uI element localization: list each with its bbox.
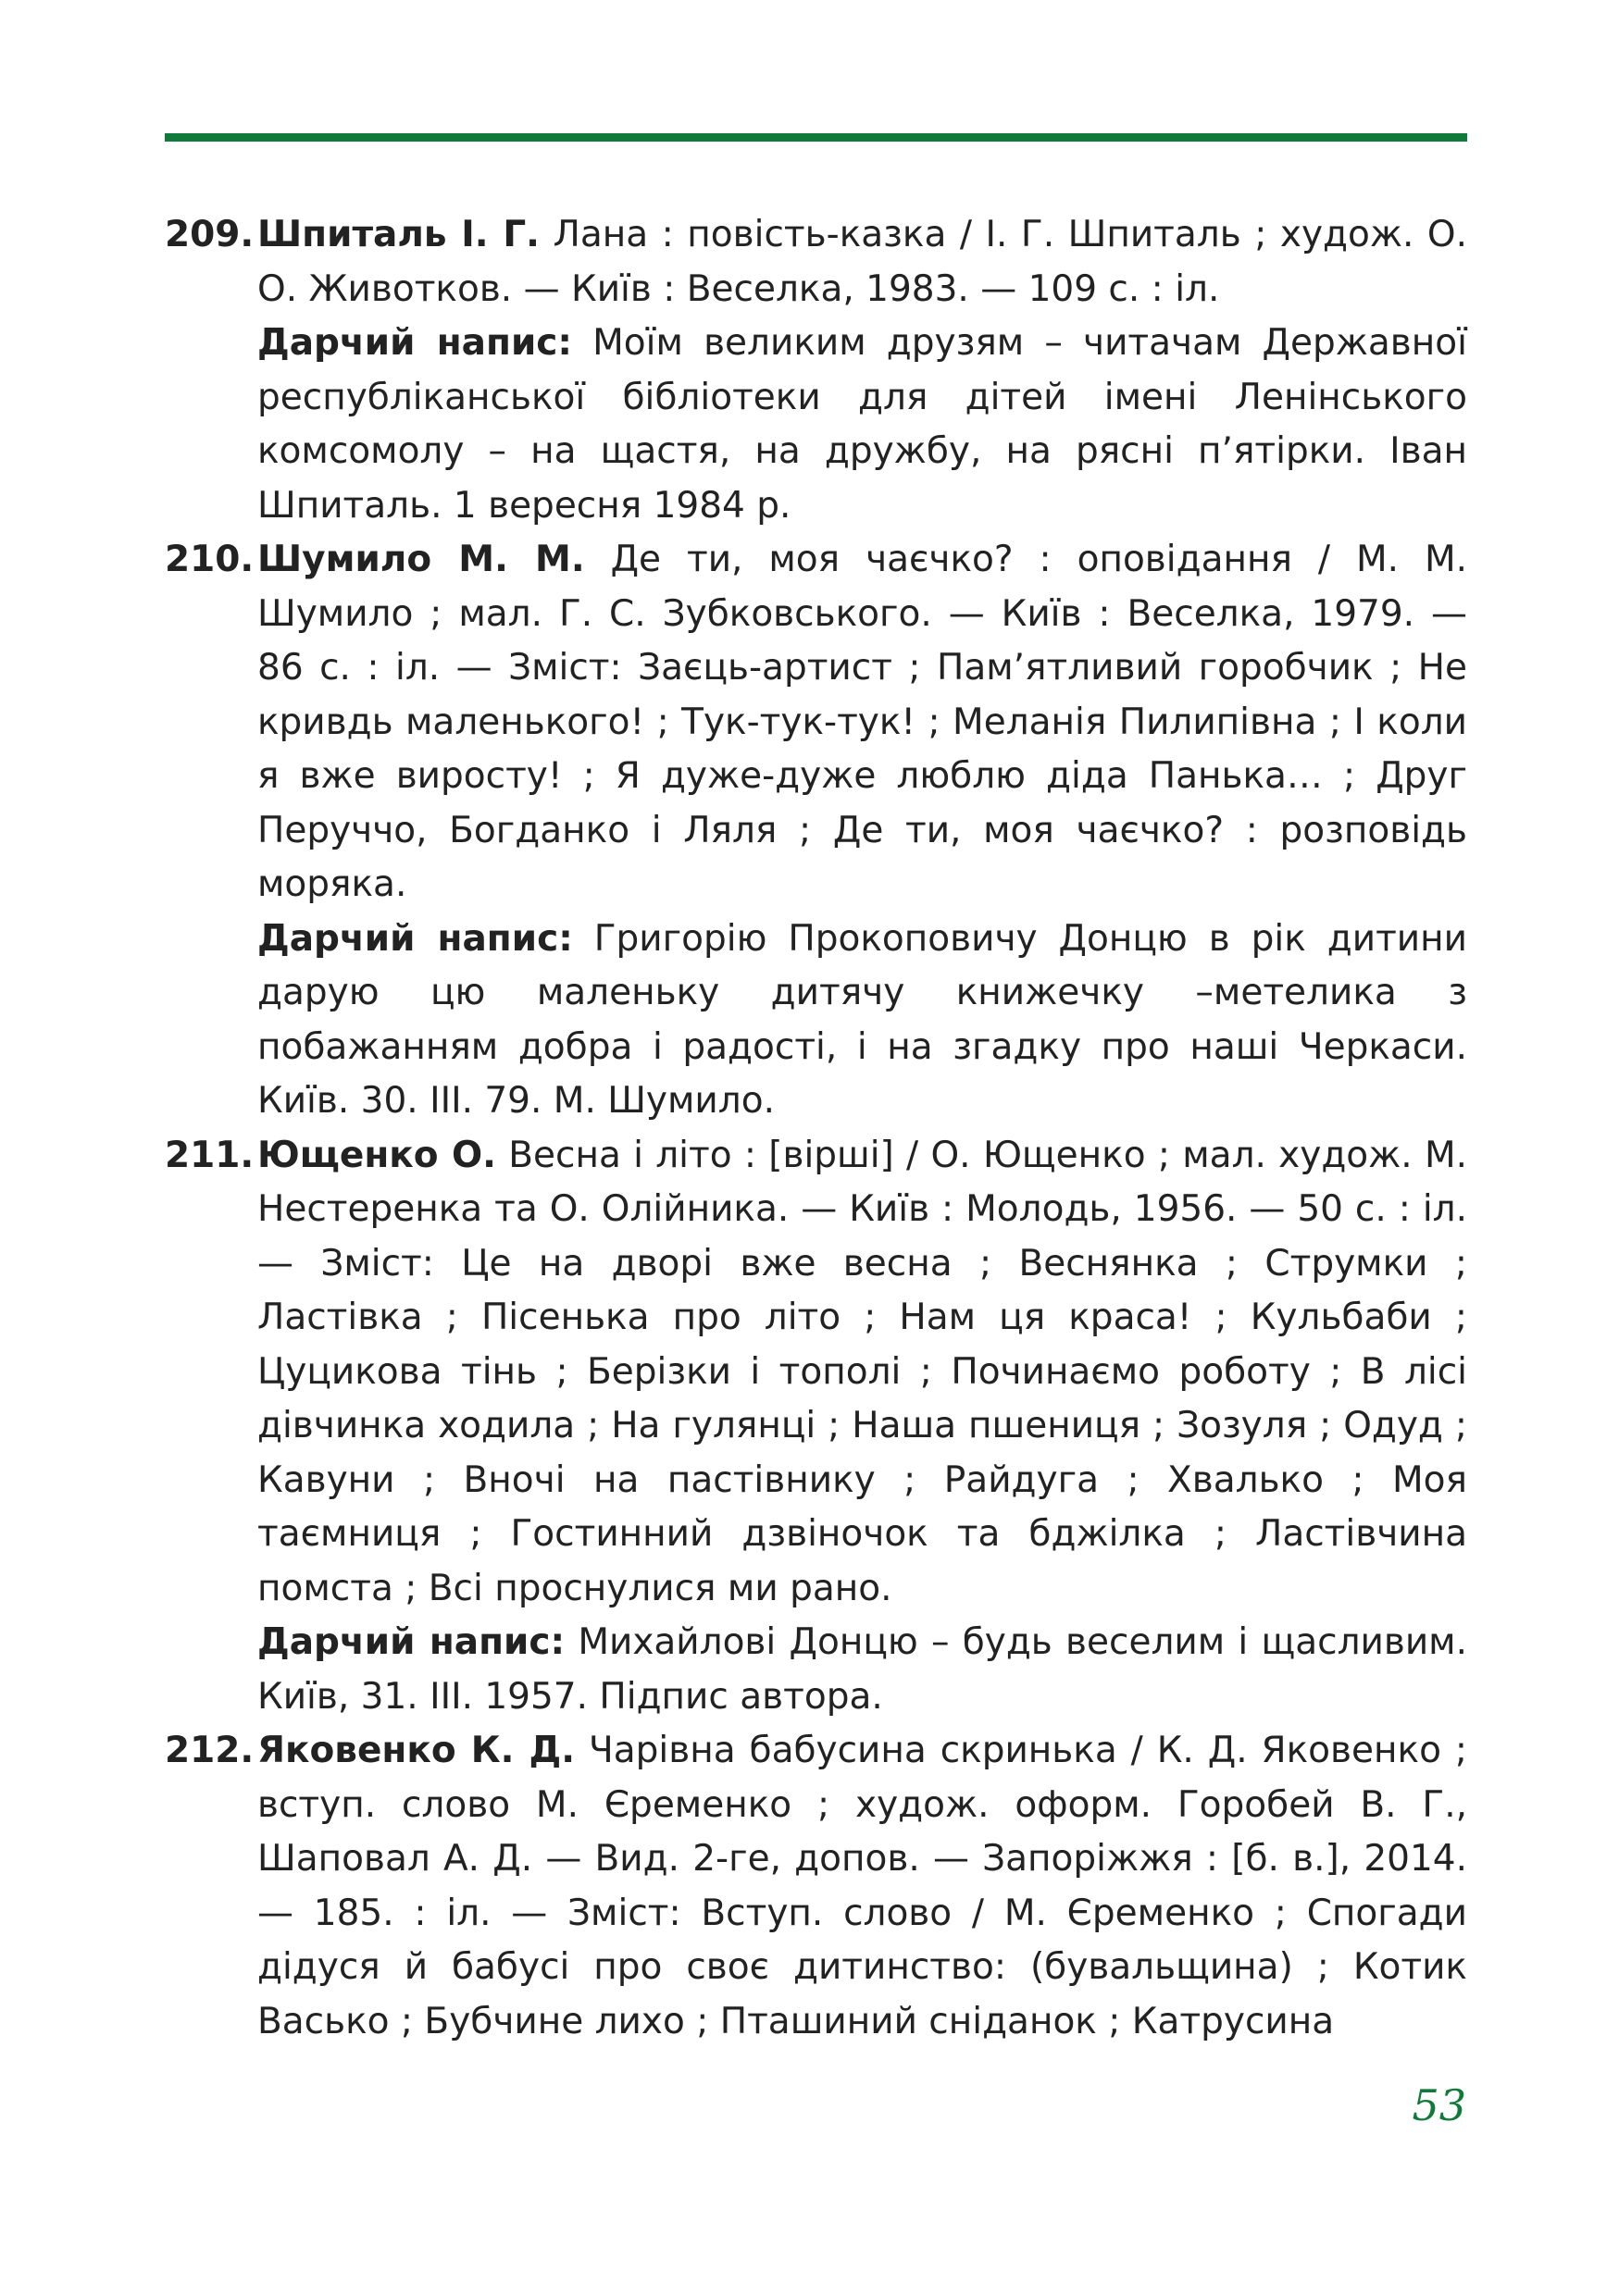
dedication-text: Моїм великим друзям – читачам Державної республіканської бібліотеки для дітей імені Ленінського комсомолу – на щастя, на дружбу, на рясні п’ятірки. Іван Шпиталь. 1 вересня 1984 р. bbox=[257, 322, 1467, 527]
page-number: 53 bbox=[1412, 2080, 1466, 2130]
entry-text: Чарівна бабусина скринька / К. Д. Яковенко ; вступ. слово М. Єременко ; худож. оформ. Горобей В. Г., Шаповал А. Д. — Вид. 2-ге, допов. — Запоріжжя : [б. в.], 2014. — 185. : іл. — Зміст: Вступ. слово / М. Єременко ; Спогади дідуся й бабусі про своє дитинство: (бувальщина) ; Котик Васько ; Бубчине лихо ; Пташиний сніданок ; Катрусина bbox=[257, 1730, 1467, 2042]
entry-author: Шпиталь І. Г. bbox=[257, 214, 540, 255]
entry-author: Ющенко О. bbox=[257, 1134, 496, 1176]
entry-description bbox=[257, 533, 1467, 912]
entry-author: Шумило М. М. bbox=[257, 539, 585, 580]
dedication-text: Михайлові Донцю – будь веселим і щасливим. Київ, 31. ІІІ. 1957. Підпис автора. bbox=[257, 1621, 1467, 1718]
dedication-label: Дарчий напис: bbox=[257, 322, 572, 364]
entry-210 bbox=[165, 533, 1467, 1129]
dedication-text: Григорію Прокоповичу Донцю в рік дитини дарую цю маленьку дитячу книжечку –метелика з побажанням добра і радості, і на згадку про наші Черкаси. Київ. 30. ІІІ. 79. М. Шумило. bbox=[257, 917, 1467, 1122]
entry-description bbox=[257, 1724, 1467, 2049]
top-rule bbox=[165, 133, 1467, 142]
entry-number: 211. bbox=[165, 1134, 255, 1176]
entry-text: Весна і літо : [вірші] / О. Ющенко ; мал. худож. М. Нестеренка та О. Олійника. — Київ : Молодь, 1956. — 50 с. : іл. — Зміст: Це на дворі вже весна ; Веснянка ; Струмки ; Ластівка ; Пісенька про літо ; Нам ця краса! ; Кульбаби ; Цуцикова тінь ; Берізки і тополі ; Починаємо роботу ; В лісі дівчинка ходила ; На гулянці ; Наша пшениця ; Зозуля ; Одуд ; Кавуни ; Вночі на пастівнику ; Райдуга ; Хвалько ; Моя таємниця ; Гостинний дзвіночок та бджілка ; Ластівчина помста ; Всі проснулися ми рано. bbox=[257, 1134, 1467, 1609]
entry-number: 212. bbox=[165, 1730, 255, 1771]
entry-description bbox=[257, 1129, 1467, 1617]
entry-212 bbox=[165, 1724, 1467, 2049]
entry-211 bbox=[165, 1129, 1467, 1725]
bibliography-list bbox=[165, 208, 1467, 2049]
entry-text: Де ти, моя чаєчко? : оповідання / М. М. Шумило ; мал. Г. С. Зубковського. — Київ : Веселка, 1979. — 86 с. : іл. — Зміст: Заєць-артист ; Пам’ятливий горобчик ; Не кривдь маленького! ; Тук-тук-тук! ; Меланія Пилипівна ; І коли я вже виросту! ; Я дуже-дуже люблю діда Панька… ; Друг Перуччо, Богданко і Ляля ; Де ти, моя чаєчко? : розповідь моряка. bbox=[257, 539, 1467, 905]
entry-number: 210. bbox=[165, 539, 255, 580]
entry-author: Яковенко К. Д. bbox=[257, 1730, 576, 1771]
dedication-label: Дарчий напис: bbox=[257, 1621, 566, 1663]
entry-209 bbox=[165, 208, 1467, 533]
entry-dedication bbox=[257, 316, 1467, 533]
dedication-label: Дарчий напис: bbox=[257, 917, 573, 960]
entry-dedication bbox=[257, 1616, 1467, 1724]
entry-dedication bbox=[257, 912, 1467, 1129]
entry-number: 209. bbox=[165, 214, 255, 255]
entry-description bbox=[257, 208, 1467, 316]
entry-text: Лана : повість-казка / І. Г. Шпиталь ; худож. О. О. Животков. — Київ : Веселка, 1983. — 109 с. : іл. bbox=[257, 214, 1467, 310]
